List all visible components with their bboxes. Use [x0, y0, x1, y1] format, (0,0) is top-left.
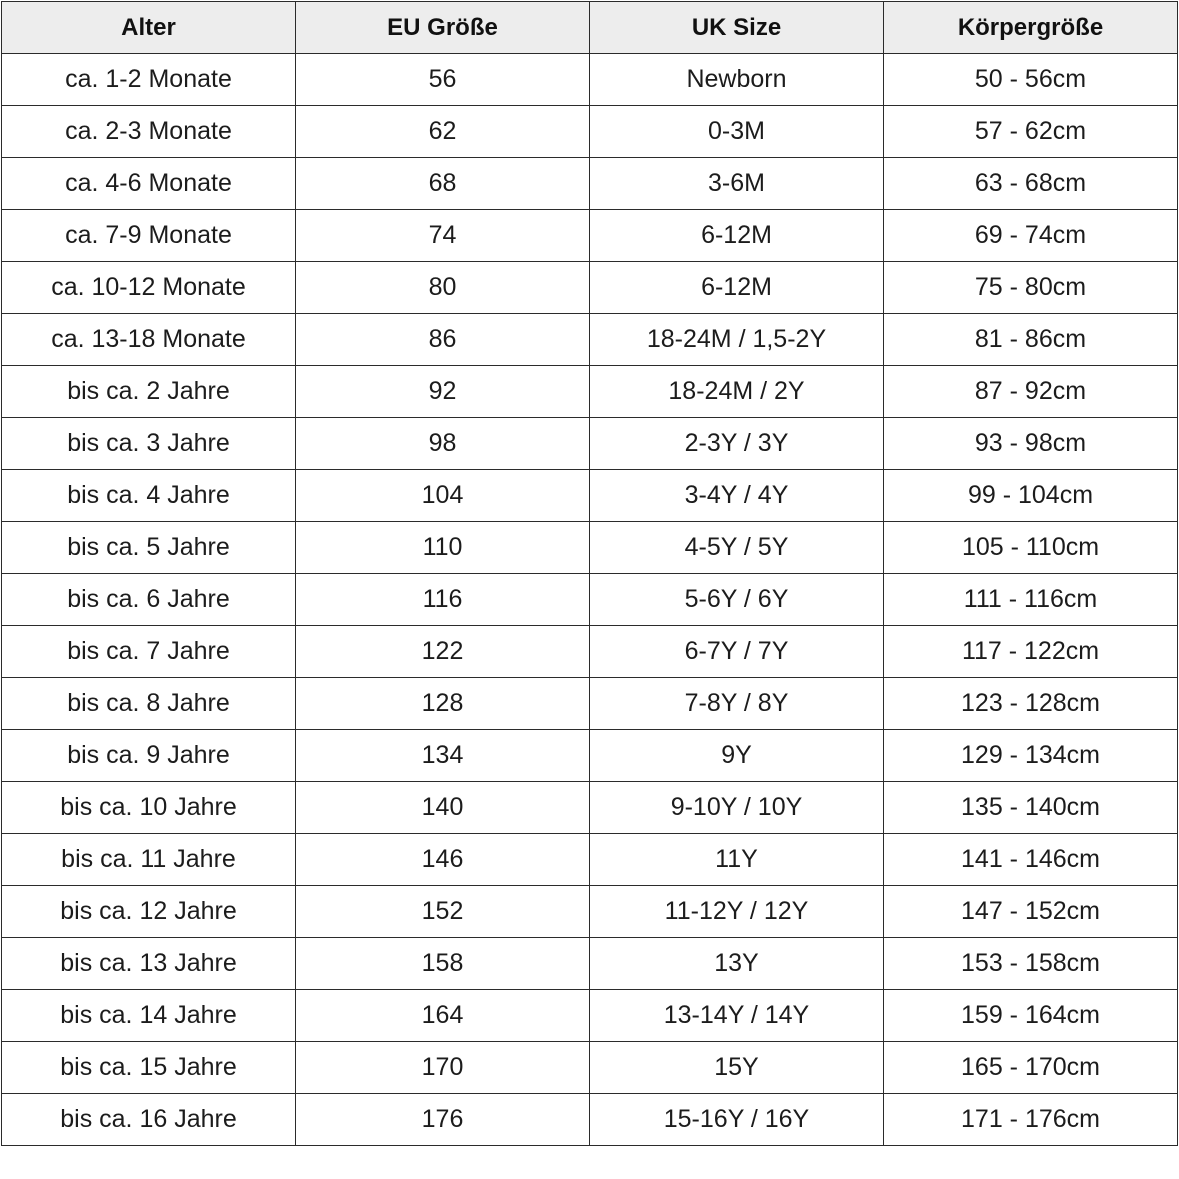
- cell-alter: ca. 13-18 Monate: [2, 314, 296, 366]
- cell-koerpergroesse: 147 - 152cm: [884, 886, 1178, 938]
- cell-eu-groesse: 98: [296, 418, 590, 470]
- cell-alter: bis ca. 7 Jahre: [2, 626, 296, 678]
- cell-uk-size: 6-12M: [590, 262, 884, 314]
- cell-eu-groesse: 74: [296, 210, 590, 262]
- table-row: [2, 210, 1178, 262]
- cell-uk-size: 5-6Y / 6Y: [590, 574, 884, 626]
- cell-uk-size: 2-3Y / 3Y: [590, 418, 884, 470]
- cell-koerpergroesse: 165 - 170cm: [884, 1042, 1178, 1094]
- cell-eu-groesse: 158: [296, 938, 590, 990]
- table-header: [2, 2, 1178, 54]
- cell-eu-groesse: 140: [296, 782, 590, 834]
- cell-uk-size: 13-14Y / 14Y: [590, 990, 884, 1042]
- cell-uk-size: 18-24M / 1,5-2Y: [590, 314, 884, 366]
- cell-eu-groesse: 128: [296, 678, 590, 730]
- table-row: [2, 1094, 1178, 1146]
- cell-uk-size: 6-7Y / 7Y: [590, 626, 884, 678]
- cell-koerpergroesse: 153 - 158cm: [884, 938, 1178, 990]
- cell-alter: bis ca. 5 Jahre: [2, 522, 296, 574]
- cell-uk-size: 4-5Y / 5Y: [590, 522, 884, 574]
- cell-alter: bis ca. 9 Jahre: [2, 730, 296, 782]
- cell-alter: bis ca. 8 Jahre: [2, 678, 296, 730]
- table-row: [2, 106, 1178, 158]
- cell-eu-groesse: 176: [296, 1094, 590, 1146]
- table-row: [2, 574, 1178, 626]
- table-row: [2, 938, 1178, 990]
- cell-alter: bis ca. 16 Jahre: [2, 1094, 296, 1146]
- cell-uk-size: 9Y: [590, 730, 884, 782]
- cell-alter: bis ca. 4 Jahre: [2, 470, 296, 522]
- cell-eu-groesse: 152: [296, 886, 590, 938]
- cell-koerpergroesse: 57 - 62cm: [884, 106, 1178, 158]
- cell-eu-groesse: 116: [296, 574, 590, 626]
- cell-alter: bis ca. 2 Jahre: [2, 366, 296, 418]
- table-row: [2, 886, 1178, 938]
- cell-koerpergroesse: 141 - 146cm: [884, 834, 1178, 886]
- cell-uk-size: 0-3M: [590, 106, 884, 158]
- cell-alter: ca. 7-9 Monate: [2, 210, 296, 262]
- header-koerpergroesse: Körpergröße: [884, 2, 1178, 54]
- table-body: [2, 54, 1178, 1146]
- cell-eu-groesse: 104: [296, 470, 590, 522]
- cell-koerpergroesse: 87 - 92cm: [884, 366, 1178, 418]
- table-row: [2, 834, 1178, 886]
- table-row: [2, 678, 1178, 730]
- cell-uk-size: 18-24M / 2Y: [590, 366, 884, 418]
- cell-alter: ca. 2-3 Monate: [2, 106, 296, 158]
- table-row: [2, 522, 1178, 574]
- cell-eu-groesse: 134: [296, 730, 590, 782]
- header-row: [2, 2, 1178, 54]
- cell-eu-groesse: 80: [296, 262, 590, 314]
- cell-alter: bis ca. 15 Jahre: [2, 1042, 296, 1094]
- cell-eu-groesse: 164: [296, 990, 590, 1042]
- cell-alter: bis ca. 6 Jahre: [2, 574, 296, 626]
- table-row: [2, 990, 1178, 1042]
- cell-koerpergroesse: 105 - 110cm: [884, 522, 1178, 574]
- cell-koerpergroesse: 75 - 80cm: [884, 262, 1178, 314]
- cell-uk-size: 6-12M: [590, 210, 884, 262]
- table-row: [2, 470, 1178, 522]
- table-row: [2, 262, 1178, 314]
- cell-eu-groesse: 86: [296, 314, 590, 366]
- cell-koerpergroesse: 123 - 128cm: [884, 678, 1178, 730]
- table-row: [2, 314, 1178, 366]
- cell-eu-groesse: 122: [296, 626, 590, 678]
- cell-alter: bis ca. 11 Jahre: [2, 834, 296, 886]
- table-row: [2, 782, 1178, 834]
- cell-alter: ca. 4-6 Monate: [2, 158, 296, 210]
- cell-alter: ca. 10-12 Monate: [2, 262, 296, 314]
- header-uk-size: UK Size: [590, 2, 884, 54]
- cell-alter: ca. 1-2 Monate: [2, 54, 296, 106]
- cell-eu-groesse: 146: [296, 834, 590, 886]
- table-row: [2, 158, 1178, 210]
- size-chart-table: [1, 1, 1178, 1146]
- table-row: [2, 366, 1178, 418]
- table-row: [2, 54, 1178, 106]
- cell-koerpergroesse: 129 - 134cm: [884, 730, 1178, 782]
- cell-eu-groesse: 110: [296, 522, 590, 574]
- cell-koerpergroesse: 117 - 122cm: [884, 626, 1178, 678]
- cell-uk-size: 3-4Y / 4Y: [590, 470, 884, 522]
- cell-alter: bis ca. 14 Jahre: [2, 990, 296, 1042]
- cell-koerpergroesse: 63 - 68cm: [884, 158, 1178, 210]
- cell-koerpergroesse: 171 - 176cm: [884, 1094, 1178, 1146]
- cell-uk-size: 11-12Y / 12Y: [590, 886, 884, 938]
- cell-koerpergroesse: 159 - 164cm: [884, 990, 1178, 1042]
- cell-koerpergroesse: 99 - 104cm: [884, 470, 1178, 522]
- cell-alter: bis ca. 13 Jahre: [2, 938, 296, 990]
- table-row: [2, 730, 1178, 782]
- cell-koerpergroesse: 111 - 116cm: [884, 574, 1178, 626]
- table-row: [2, 626, 1178, 678]
- cell-eu-groesse: 92: [296, 366, 590, 418]
- cell-uk-size: Newborn: [590, 54, 884, 106]
- cell-uk-size: 11Y: [590, 834, 884, 886]
- cell-uk-size: 15Y: [590, 1042, 884, 1094]
- cell-eu-groesse: 170: [296, 1042, 590, 1094]
- table-row: [2, 418, 1178, 470]
- cell-uk-size: 13Y: [590, 938, 884, 990]
- cell-koerpergroesse: 93 - 98cm: [884, 418, 1178, 470]
- cell-koerpergroesse: 135 - 140cm: [884, 782, 1178, 834]
- cell-alter: bis ca. 3 Jahre: [2, 418, 296, 470]
- cell-eu-groesse: 56: [296, 54, 590, 106]
- cell-koerpergroesse: 81 - 86cm: [884, 314, 1178, 366]
- cell-koerpergroesse: 50 - 56cm: [884, 54, 1178, 106]
- cell-koerpergroesse: 69 - 74cm: [884, 210, 1178, 262]
- cell-eu-groesse: 62: [296, 106, 590, 158]
- cell-uk-size: 9-10Y / 10Y: [590, 782, 884, 834]
- cell-uk-size: 15-16Y / 16Y: [590, 1094, 884, 1146]
- header-alter: Alter: [2, 2, 296, 54]
- cell-alter: bis ca. 10 Jahre: [2, 782, 296, 834]
- table-row: [2, 1042, 1178, 1094]
- cell-alter: bis ca. 12 Jahre: [2, 886, 296, 938]
- cell-eu-groesse: 68: [296, 158, 590, 210]
- header-eu-groesse: EU Größe: [296, 2, 590, 54]
- cell-uk-size: 3-6M: [590, 158, 884, 210]
- cell-uk-size: 7-8Y / 8Y: [590, 678, 884, 730]
